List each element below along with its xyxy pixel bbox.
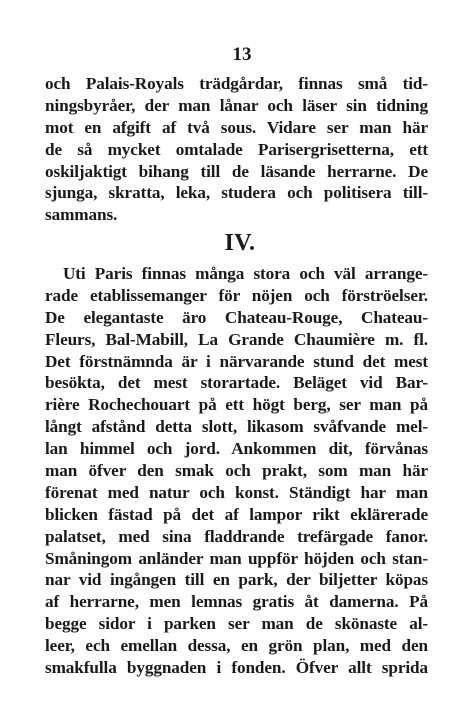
text-line: palatset, med sina fladdrande trefärgade fanor. [45, 526, 428, 546]
text-line: besökta, det mest storartade. Beläget vid Bar- [45, 373, 428, 393]
text-line: lan himmel och jord. Ankommen dit, förvånas [45, 439, 428, 459]
page-number: 13 [232, 44, 252, 65]
text-line: Det förstnämnda är i närvarande stund det mest [45, 351, 428, 371]
paragraph-2 [45, 263, 428, 679]
text-line: Småningom anländer man uppför höjden och stan- [45, 548, 428, 568]
text-line: rade etablissemanger för nöjen och förströelser. [45, 285, 428, 305]
text-line: oskiljaktigt bihang till de läsande herrarne. De [45, 161, 428, 181]
text-line: de så mycket omtalade Parisergrisetterna, ett [45, 139, 428, 159]
text-line: förenat med natur och konst. Ständigt har man [45, 482, 428, 502]
chapter-heading: IV. [224, 230, 256, 256]
text-line: af herrarne, men lemnas gratis åt damerna. På [45, 592, 428, 612]
text-line: sammans. [45, 205, 118, 225]
text-line: nar vid ingången till en park, der biljetter köpas [45, 570, 428, 590]
text-line: långt afstånd detta slott, likasom svåfvande mel- [45, 417, 428, 437]
text-line: rière Rochechouart på ett högt berg, ser man på [45, 395, 428, 415]
text-line: sjunga, skratta, leka, studera och politisera till- [45, 183, 428, 203]
text-line: mot en afgift af två sous. Vidare ser man här [45, 117, 428, 137]
text-line: Uti Paris finnas många stora och väl arrange- [63, 264, 428, 283]
text-line: leer, ech emellan dessa, en grön plan, med den [45, 636, 428, 656]
text-line: ningsbyråer, der man lånar och läser sin tidning [45, 95, 428, 115]
text-line: smakfulla byggnaden i fonden. Öfver allt sprida [45, 658, 428, 678]
paragraph-1 [45, 73, 428, 226]
text-line: blicken fästad på det af lampor rikt eklärerade [45, 504, 428, 524]
text-line: man öfver den smak och prakt, som man här [45, 461, 428, 481]
text-line: begge sidor i parken ser man de skönaste al- [45, 614, 428, 634]
text-line: De elegantaste äro Chateau-Rouge, Chateau- [45, 307, 428, 327]
text-line: och Palais-Royals trädgårdar, finnas små tid- [45, 74, 428, 93]
text-line: Fleurs, Bal-Mabill, La Grande Chaumière m. fl. [45, 329, 428, 349]
